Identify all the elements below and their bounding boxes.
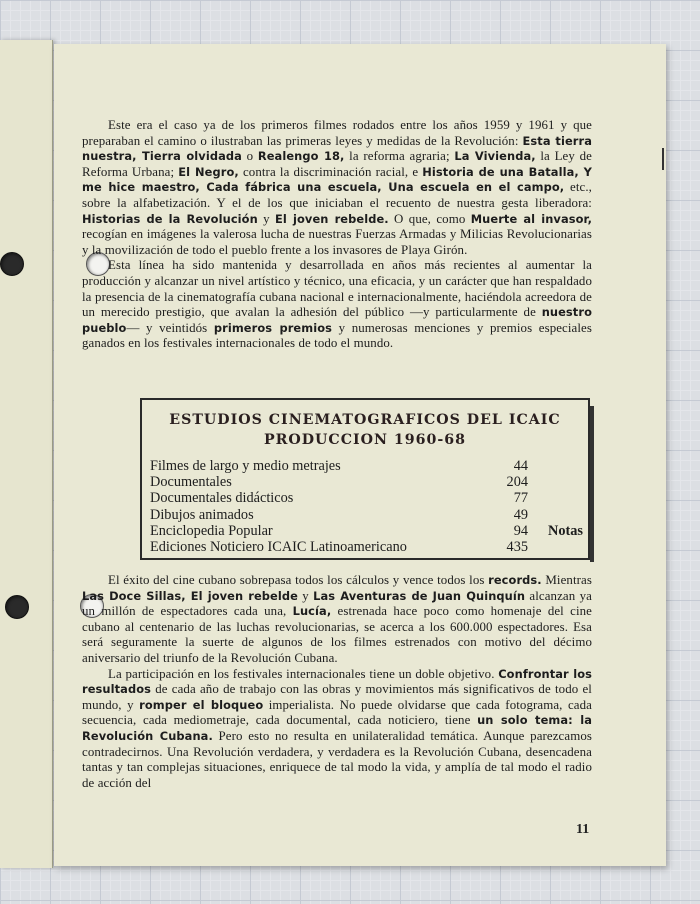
binder-hole-left-top <box>0 252 24 276</box>
bold-title-text: Esta tierra nuestra, Tierra olvidada <box>82 133 592 164</box>
top-text-block <box>82 118 592 352</box>
body-text: y numerosas menciones y premios especiales ganados en los festivales internacionales de todo el mundo. <box>82 320 592 351</box>
body-text: recogían en imágenes la valerosa lucha de nuestras Fuerzas Armadas y Milicias Revolucionarias y la movilización de todo el pueblo frente a los invasores de Playa Girón. <box>82 227 592 257</box>
bold-title-text: La Vivienda, <box>454 149 536 164</box>
bold-title-text: Las Doce Sillas, El joven rebelde <box>82 588 298 603</box>
body-text: contra la discriminación racial, e <box>238 164 423 179</box>
bold-title-text: El joven rebelde. <box>275 211 389 226</box>
bold-title-text: Lucía, <box>292 604 332 619</box>
row-value: 44 <box>513 458 528 474</box>
binder-hole-left-bottom <box>5 595 29 619</box>
row-label: Enciclopedia Popular <box>150 522 273 539</box>
row-value: 94 <box>513 522 528 539</box>
bold-title-text: nuestro pueblo <box>82 305 592 335</box>
table-row <box>150 474 582 490</box>
body-text: El éxito del cine cubano sobrepasa todos los cálculos y vence todos los <box>108 573 489 587</box>
table-row <box>150 458 582 474</box>
bold-title-text: Muerte al invasor, <box>470 211 593 226</box>
body-text: O que, como <box>388 211 471 226</box>
row-label: Documentales didácticos <box>150 490 294 507</box>
page-edge-mark <box>662 148 664 170</box>
paragraph <box>82 118 592 258</box>
bold-title-text: Las Aventuras de Juan Quinquín <box>313 588 526 603</box>
table-title-line1: ESTUDIOS CINEMATOGRAFICOS DEL ICAIC <box>169 412 561 428</box>
row-value: 49 <box>513 506 528 523</box>
body-text: imperialista. No puede olvidarse que cada fotograma, cada secuencia, cada mediometraje, cada documental, cada noticiero, tiene <box>82 697 592 728</box>
body-text: y <box>297 588 314 603</box>
row-label: Documentales <box>150 474 232 491</box>
bold-title-text: un solo tema: la Revolución Cubana. <box>82 713 592 743</box>
body-text: la reforma agraria; <box>344 149 455 164</box>
bold-title-text: Historia de una Batalla, Y me hice maestro, Cada fábrica una escuela, Una escuela en el campo, <box>82 164 593 195</box>
body-text: o <box>241 149 258 164</box>
bold-title-text: El Negro, <box>178 164 239 179</box>
bottom-text-block <box>82 573 592 791</box>
table-title <box>142 410 588 450</box>
bold-title-text: primeros premios <box>213 320 333 335</box>
body-text: de cada año de trabajo con las obras y movimientos más significativos de todo el mundo, y <box>82 682 592 712</box>
table-rows <box>150 458 582 555</box>
bold-title-text: Realengo 18, <box>257 149 345 164</box>
body-text: la Ley de Reforma Urbana; <box>82 149 592 179</box>
paragraph <box>82 667 592 792</box>
table-title-line2: PRODUCCION 1960-68 <box>263 432 467 448</box>
table-row <box>150 539 582 555</box>
row-value: 435 <box>506 538 528 555</box>
body-text: — y veintidós <box>126 320 214 335</box>
body-text: alcanzan ya un millón de espectadores cada una, <box>82 588 592 619</box>
body-text: Este era el caso ya de los primeros filmes rodados entre los años 1959 y 1961 y que preparaban el camino o ilustraban las primeras leyes y medidas de la Revolución: <box>82 118 592 148</box>
body-text: estrenada hace poco como homenaje del cine cubano al centenario de las luchas revolucionarias, se acerca a los 600.000 espectadores. Esa será seguramente la suerte de algunos de los filmes estrenados con motivo del décimo aniversario del triunfo de la Revolución Cubana. <box>82 604 592 665</box>
paragraph <box>82 573 592 667</box>
row-value: 77 <box>513 490 528 507</box>
body-text: etc., sobre la alfabetización. Y el de los que iniciaban el recuento de nuestra gesta liberadora: <box>82 180 592 210</box>
bold-title-text: Confrontar los resultados <box>82 666 592 697</box>
row-value: 204 <box>506 474 528 491</box>
row-note: Notas <box>548 522 583 539</box>
bold-title-text: records. <box>488 573 542 587</box>
page-number: 11 <box>576 822 590 837</box>
body-text: La participación en los festivales internacionales tiene un doble objetivo. <box>108 666 499 681</box>
row-label: Dibujos animados <box>150 506 254 523</box>
production-table <box>140 398 590 560</box>
bold-title-text: romper el bloqueo <box>139 697 264 712</box>
table-row <box>150 507 582 523</box>
body-text: y <box>257 211 276 226</box>
body-text: Pero esto no resulta en unilateralidad temática. Aunque parezcamos contradecirnos. Una Revolución verdadera, y verdadera es la Revolución Cubana, desencadena tantas y tan complejas situaciones, enriquece de tal modo la vida, y amplía de tal modo el radio de acción del <box>82 728 592 790</box>
row-label: Filmes de largo y medio metrajes <box>150 458 341 474</box>
paragraph <box>82 258 592 352</box>
table-row <box>150 523 582 539</box>
row-label: Ediciones Noticiero ICAIC Latinoamericano <box>150 538 407 555</box>
table-row <box>150 490 582 506</box>
adjacent-page-left-edge <box>0 40 53 868</box>
body-text: Mientras <box>541 573 592 587</box>
bold-title-text: Historias de la Revolución <box>82 211 258 226</box>
body-text: Esta línea ha sido mantenida y desarrollada en años más recientes al aumentar la producción y alcanzar un nivel artístico y técnico, una eficacia, y un carácter que han respaldado la presencia de la cinematografía cubana nacional e internacionalmente, haciéndola acreedora de un merecido prestigio, que avalan la adhesión del público —y particularmente de <box>82 258 592 320</box>
